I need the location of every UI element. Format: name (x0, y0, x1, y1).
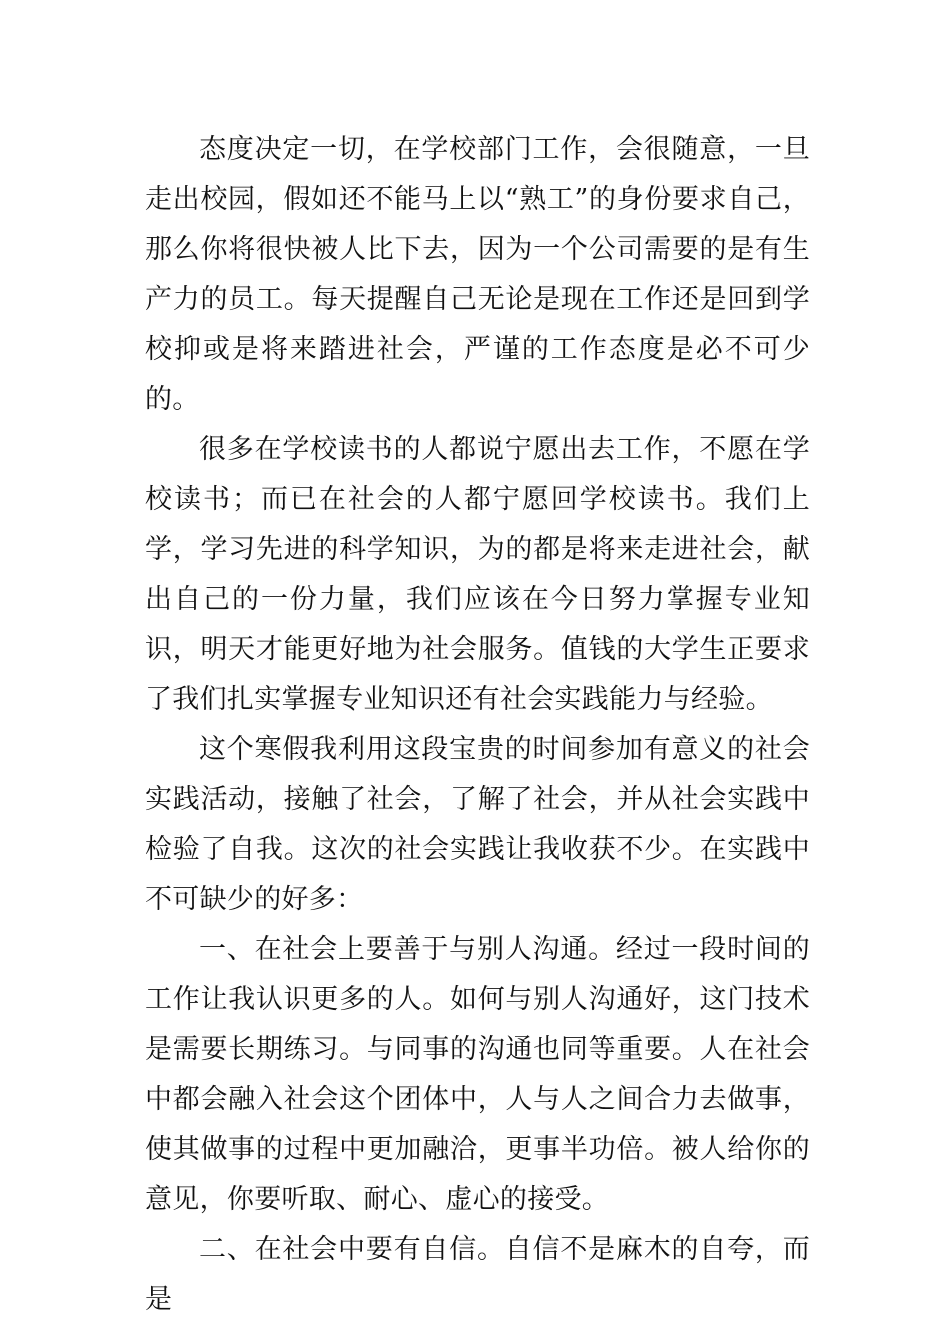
paragraph-attitude: 态度决定一切，在学校部门工作，会很随意，一旦走出校园，假如还不能马上以“熟工”的身份要求自己，那么你将很快被人比下去，因为一个公司需要的是有生产力的员工。每天提醒自己无论是现在工作还是回到学校抑或是将来踏进社会，严谨的工作态度是必不可少的。 (145, 134, 810, 415)
paragraph-study: 很多在学校读书的人都说宁愿出去工作，不愿在学校读书；而已在社会的人都宁愿回学校读书。我们上学，学习先进的科学知识，为的都是将来走进社会，献出自己的一份力量，我们应该在今日努力掌握专业知识，明天才能更好地为社会服务。值钱的大学生正要求了我们扎实掌握专业知识还有社会实践能力与经验。 (145, 434, 810, 715)
paragraph-confidence: 二、在社会中要有自信。自信不是麻木的自夸，而是 (145, 1234, 810, 1315)
paragraph-winter-practice: 这个寒假我利用这段宝贵的时间参加有意义的社会实践活动，接触了社会，了解了社会，并从社会实践中检验了自我。这次的社会实践让我收获不少。在实践中不可缺少的好多： (145, 734, 810, 915)
paragraph-communication: 一、在社会上要善于与别人沟通。经过一段时间的工作让我认识更多的人。如何与别人沟通好，这门技术是需要长期练习。与同事的沟通也同等重要。人在社会中都会融入社会这个团体中，人与人之间合力去做事，使其做事的过程中更加融洽，更事半功倍。被人给你的意见，你要听取、耐心、虚心的接受。 (145, 934, 810, 1215)
document-body (145, 125, 810, 1325)
